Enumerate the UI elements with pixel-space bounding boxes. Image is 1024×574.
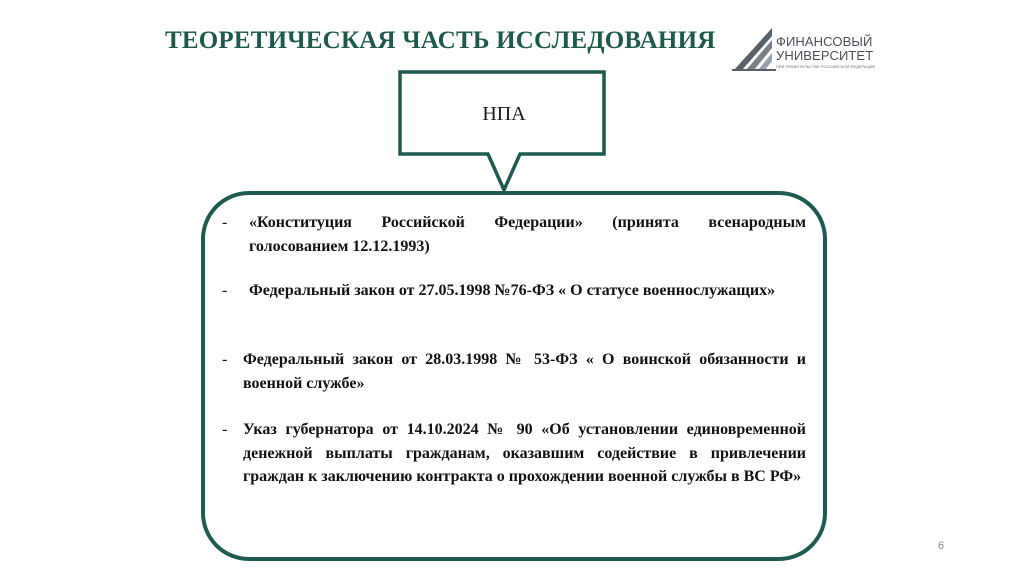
npa-callout-label: НПА <box>482 103 526 125</box>
document-text: Федеральный закон от 28.03.1998 № 53-ФЗ « О воинской обязанности и военной службе» <box>243 351 806 392</box>
bullet-dash: - <box>222 351 228 368</box>
bullet-dash: - <box>222 421 228 438</box>
document-text: «Конституция Российской Федерации» (принята всенародным голосованием 12.12.1993) <box>249 214 806 255</box>
logo-text-line2: УНИВЕРСИТЕТ <box>776 48 874 63</box>
document-text: Федеральный закон от 27.05.1998 №76-ФЗ « О статусе военнослужащих» <box>249 282 776 299</box>
bullet-dash: - <box>222 214 228 231</box>
document-text: Указ губернатора от 14.10.2024 № 90 «Об установлении единовременной денежной выплаты гражданам, оказавшим содействие в привлечении граждан к заключению контракта о прохождении военной службы в ВС РФ» <box>243 421 806 485</box>
npa-callout-shape <box>398 70 614 194</box>
list-item <box>222 418 806 489</box>
page-number: 6 <box>938 540 945 552</box>
university-logo <box>732 26 892 74</box>
logo-text-line3: ПРИ ПРАВИТЕЛЬСТВЕ РОССИЙСКОЙ ФЕДЕРАЦИИ <box>776 64 876 69</box>
finance-university-logo-mark-icon <box>732 26 776 72</box>
list-item <box>222 348 806 395</box>
slide-title: ТЕОРЕТИЧЕСКАЯ ЧАСТЬ ИССЛЕДОВАНИЯ <box>165 27 716 54</box>
logo-text-line1: ФИНАНСОВЫЙ <box>776 34 873 49</box>
list-item <box>222 211 806 258</box>
list-item <box>222 279 806 303</box>
bullet-dash: - <box>222 282 228 299</box>
